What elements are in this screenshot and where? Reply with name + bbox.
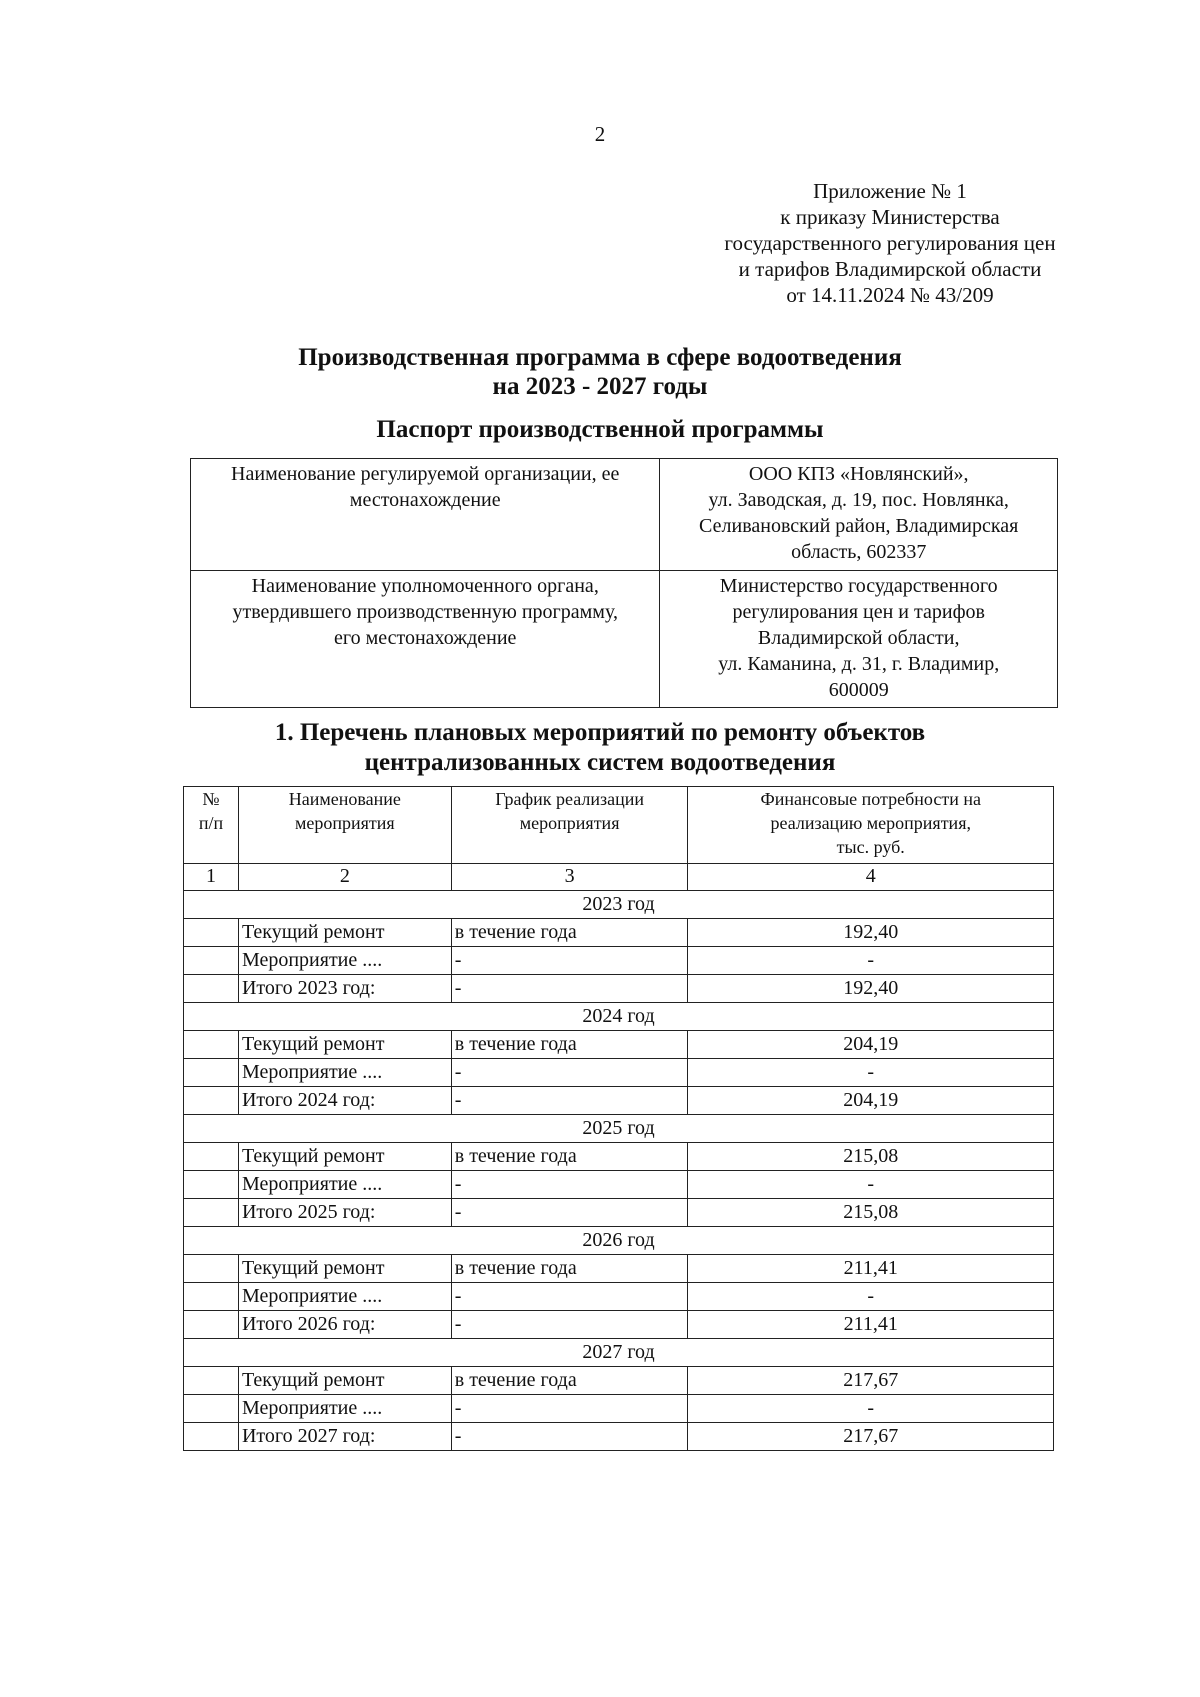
activity-name: Итого 2026 год: xyxy=(238,1311,451,1339)
passport-value-cell xyxy=(660,459,1058,571)
appendix-block xyxy=(680,178,1100,308)
header-line: тыс. руб. xyxy=(836,837,905,857)
activity-name: Текущий ремонт xyxy=(238,1031,451,1059)
row-number xyxy=(184,1143,239,1171)
table-row xyxy=(184,1171,1054,1199)
passport-value-line: регулирования цен и тарифов xyxy=(732,601,985,623)
activity-name: Мероприятие .... xyxy=(238,1059,451,1087)
row-number xyxy=(184,1087,239,1115)
header-cell-number xyxy=(184,787,239,864)
table-row xyxy=(184,1283,1054,1311)
document-title xyxy=(0,343,1200,401)
activity-schedule: - xyxy=(451,947,688,975)
passport-heading: Паспорт производственной программы xyxy=(376,416,824,443)
year-row xyxy=(184,1115,1054,1143)
row-number xyxy=(184,919,239,947)
activity-schedule: в течение года xyxy=(451,919,688,947)
activity-name: Текущий ремонт xyxy=(238,1143,451,1171)
activity-cost: 215,08 xyxy=(688,1199,1054,1227)
activity-cost: 215,08 xyxy=(688,1143,1054,1171)
activity-name: Мероприятие .... xyxy=(238,1171,451,1199)
table-row xyxy=(184,919,1054,947)
title-line: Производственная программа в сфере водоотведения xyxy=(298,344,902,371)
title-line: на 2023 - 2027 годы xyxy=(492,373,708,400)
column-number: 1 xyxy=(184,864,239,891)
activity-cost: 211,41 xyxy=(688,1255,1054,1283)
row-number xyxy=(184,1059,239,1087)
row-number xyxy=(184,947,239,975)
header-line: реализацию мероприятия, xyxy=(770,813,971,833)
column-number: 4 xyxy=(688,864,1054,891)
section-title-line: 1. Перечень плановых мероприятий по ремонту объектов xyxy=(274,719,926,746)
passport-label-line: Наименование регулируемой организации, ее xyxy=(231,463,620,485)
row-number xyxy=(184,1423,239,1451)
table-row xyxy=(184,1311,1054,1339)
passport-label-line: местонахождение xyxy=(349,489,501,511)
table-row xyxy=(184,1367,1054,1395)
passport-label-cell xyxy=(191,459,660,571)
activity-schedule: в течение года xyxy=(451,1255,688,1283)
passport-value-line: Министерство государственного xyxy=(719,575,998,597)
activity-schedule: - xyxy=(451,1311,688,1339)
header-line: п/п xyxy=(198,813,224,833)
section-title-line: централизованных систем водоотведения xyxy=(364,749,836,776)
column-number: 3 xyxy=(451,864,688,891)
activity-cost: - xyxy=(688,1283,1054,1311)
activity-name: Текущий ремонт xyxy=(238,1367,451,1395)
activity-cost: 204,19 xyxy=(688,1087,1054,1115)
activity-cost: 211,41 xyxy=(688,1311,1054,1339)
activity-schedule: - xyxy=(451,1171,688,1199)
activity-name: Мероприятие .... xyxy=(238,1395,451,1423)
activity-cost: - xyxy=(688,1395,1054,1423)
activity-name: Мероприятие .... xyxy=(238,947,451,975)
activity-name: Итого 2024 год: xyxy=(238,1087,451,1115)
table-row xyxy=(184,1059,1054,1087)
activity-name: Итого 2025 год: xyxy=(238,1199,451,1227)
passport-row xyxy=(191,571,1058,708)
header-line: мероприятия xyxy=(519,813,620,833)
activity-schedule: - xyxy=(451,975,688,1003)
activity-cost: - xyxy=(688,1059,1054,1087)
appendix-line: к приказу Министерства xyxy=(780,205,1000,229)
activity-schedule: - xyxy=(451,1423,688,1451)
header-line: мероприятия xyxy=(294,813,395,833)
passport-value-line: ООО КПЗ «Новлянский», xyxy=(748,463,969,485)
activity-schedule: - xyxy=(451,1395,688,1423)
activity-cost: 217,67 xyxy=(688,1367,1054,1395)
activity-schedule: - xyxy=(451,1199,688,1227)
activity-name: Итого 2027 год: xyxy=(238,1423,451,1451)
year-label: 2027 год xyxy=(184,1339,1054,1367)
passport-table xyxy=(190,458,1058,708)
appendix-line: государственного регулирования цен xyxy=(724,231,1056,255)
activity-cost: 217,67 xyxy=(688,1423,1054,1451)
activity-name: Итого 2023 год: xyxy=(238,975,451,1003)
header-line: Наименование xyxy=(288,789,401,809)
column-number: 2 xyxy=(238,864,451,891)
passport-value-line: ул. Каманина, д. 31, г. Владимир, xyxy=(718,653,1000,675)
passport-label-line: Наименование уполномоченного органа, xyxy=(251,575,599,597)
year-row xyxy=(184,1227,1054,1255)
year-row xyxy=(184,1339,1054,1367)
row-number xyxy=(184,975,239,1003)
passport-label-line: утвердившего производственную программу, xyxy=(232,601,618,623)
passport-value-line: 600009 xyxy=(828,679,889,701)
activity-name: Мероприятие .... xyxy=(238,1283,451,1311)
header-line: № xyxy=(202,789,220,809)
activity-cost: - xyxy=(688,1171,1054,1199)
section-title xyxy=(0,718,1200,778)
appendix-line: Приложение № 1 xyxy=(813,179,967,203)
activity-schedule: - xyxy=(451,1087,688,1115)
row-number xyxy=(184,1199,239,1227)
row-number xyxy=(184,1031,239,1059)
activity-cost: - xyxy=(688,947,1054,975)
activity-schedule: в течение года xyxy=(451,1143,688,1171)
row-number xyxy=(184,1367,239,1395)
activity-name: Текущий ремонт xyxy=(238,1255,451,1283)
appendix-line: от 14.11.2024 № 43/209 xyxy=(786,283,994,307)
table-row xyxy=(184,975,1054,1003)
header-cell-cost xyxy=(688,787,1054,864)
header-line: Финансовые потребности на xyxy=(760,789,981,809)
year-label: 2024 год xyxy=(184,1003,1054,1031)
activity-cost: 204,19 xyxy=(688,1031,1054,1059)
activity-schedule: в течение года xyxy=(451,1031,688,1059)
row-number xyxy=(184,1283,239,1311)
page-number: 2 xyxy=(594,122,606,146)
passport-label-line: его местонахождение xyxy=(333,627,517,649)
year-row xyxy=(184,1003,1054,1031)
year-label: 2023 год xyxy=(184,891,1054,919)
activity-schedule: - xyxy=(451,1059,688,1087)
table-row xyxy=(184,1395,1054,1423)
activity-schedule: в течение года xyxy=(451,1367,688,1395)
row-number xyxy=(184,1311,239,1339)
activity-cost: 192,40 xyxy=(688,919,1054,947)
year-label: 2025 год xyxy=(184,1115,1054,1143)
passport-value-cell xyxy=(660,571,1058,708)
passport-value-line: Селивановский район, Владимирская xyxy=(699,515,1019,537)
table-row xyxy=(184,1143,1054,1171)
table-row xyxy=(184,1255,1054,1283)
table-header-row xyxy=(184,787,1054,864)
activity-name: Текущий ремонт xyxy=(238,919,451,947)
header-cell-schedule xyxy=(451,787,688,864)
year-row xyxy=(184,891,1054,919)
passport-value-line: Владимирской области, xyxy=(757,627,960,649)
passport-label-cell xyxy=(191,571,660,708)
header-line: График реализации xyxy=(495,789,644,809)
passport-value-line: область, 602337 xyxy=(791,541,927,563)
passport-value-line: ул. Заводская, д. 19, пос. Новлянка, xyxy=(708,489,1009,511)
table-row xyxy=(184,1031,1054,1059)
activity-schedule: - xyxy=(451,1283,688,1311)
row-number xyxy=(184,1255,239,1283)
activity-cost: 192,40 xyxy=(688,975,1054,1003)
row-number xyxy=(184,1395,239,1423)
header-cell-name xyxy=(238,787,451,864)
table-row xyxy=(184,947,1054,975)
appendix-line: и тарифов Владимирской области xyxy=(738,257,1042,281)
passport-row xyxy=(191,459,1058,571)
column-numbers-row xyxy=(184,864,1054,891)
plan-table xyxy=(183,786,1054,1451)
table-row xyxy=(184,1423,1054,1451)
year-label: 2026 год xyxy=(184,1227,1054,1255)
table-row xyxy=(184,1199,1054,1227)
row-number xyxy=(184,1171,239,1199)
table-row xyxy=(184,1087,1054,1115)
